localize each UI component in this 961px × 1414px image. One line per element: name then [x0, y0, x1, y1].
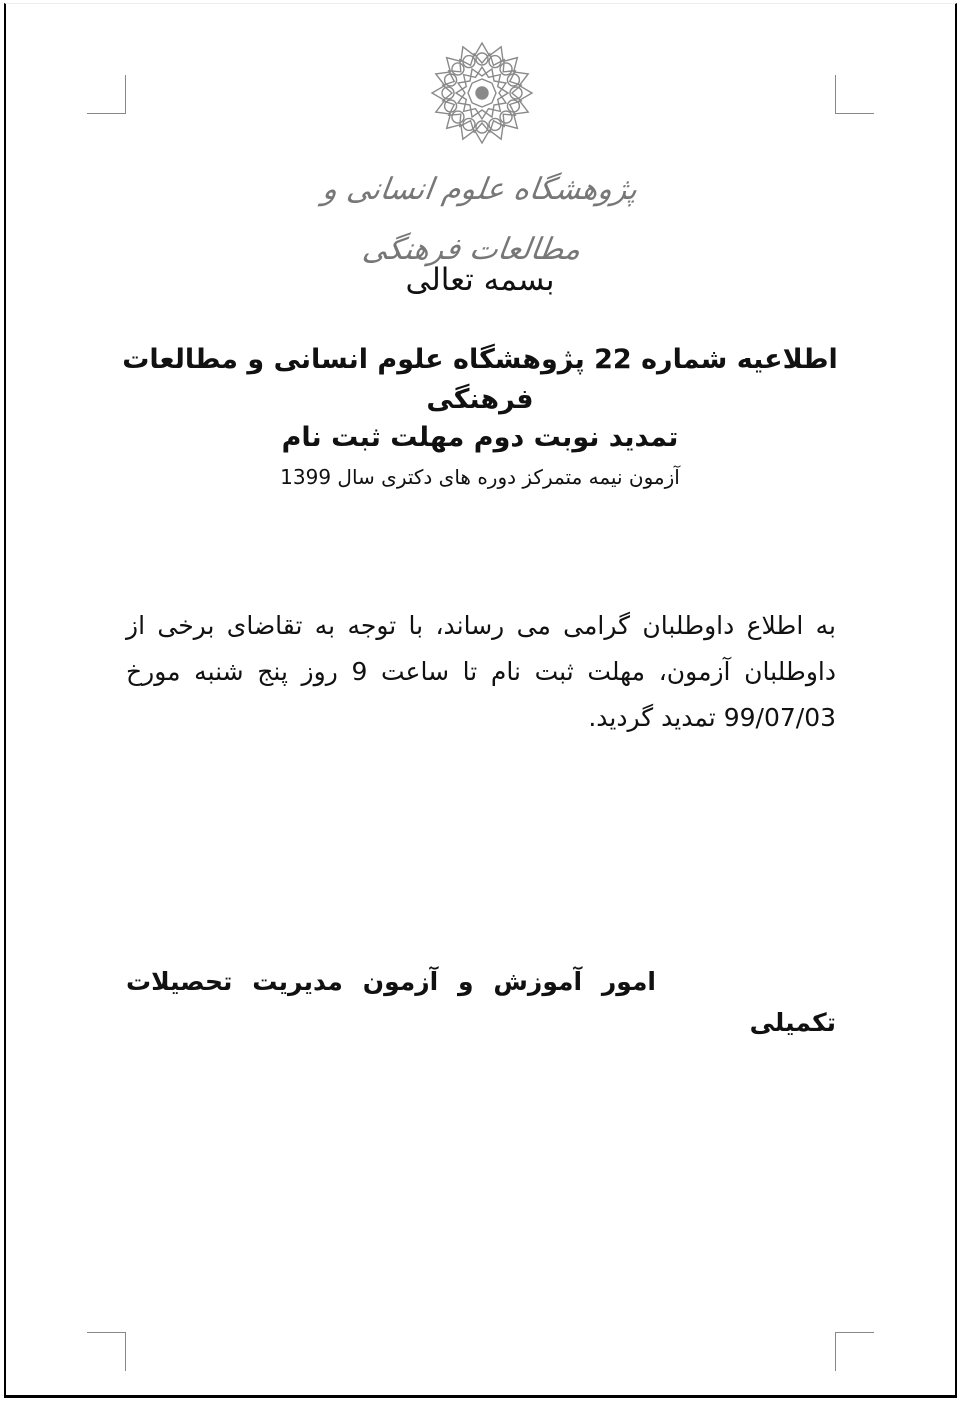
exam-subtitle: آزمون نیمه متمرکز دوره های دکتری سال 1399 [280, 465, 680, 489]
signature-department-cont: تکمیلی [749, 1008, 836, 1037]
signature-department: امور آموزش و آزمون مدیریت تحصیلات [126, 967, 656, 996]
crop-mark-top-left [87, 75, 126, 114]
rosette-emblem-icon [429, 40, 535, 146]
announcement-title: اطلاعیه شماره 22 پژوهشگاه علوم انسانی و مطالعات فرهنگی [122, 344, 838, 415]
announcement-body: به اطلاع داوطلبان گرامی می رساند، با توجه به تقاضای برخی از داوطلبان آزمون، مهلت ثبت نام تا ساعت 9 روز پنج شنبه مورخ 99/07/03 تمدید گردید. [126, 611, 836, 732]
institute-name-logotype: پژوهشگاه علوم انسانی و مطالعات فرهنگی [320, 172, 640, 267]
announcement-subject: تمدید نوبت دوم مهلت ثبت نام [281, 422, 679, 453]
crop-mark-bottom-left [87, 1332, 126, 1371]
crop-mark-bottom-right [835, 1332, 874, 1371]
bismillah-heading: بسمه تعالی [405, 262, 555, 298]
crop-mark-top-right [835, 75, 874, 114]
